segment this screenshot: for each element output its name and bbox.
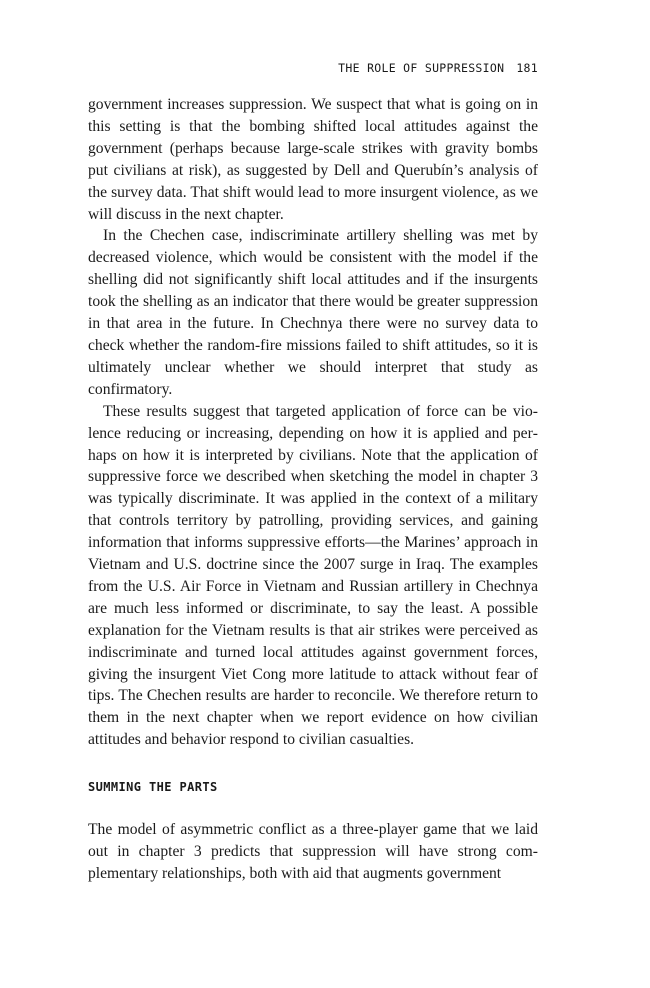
running-head-title: THE ROLE OF SUPPRESSION [338,61,505,75]
body-text [88,94,538,885]
running-head [338,61,538,75]
paragraph-results: These results suggest that targeted application of force can be violence reducing or increasing, depending on how it is applied and perhaps on how it is interpreted by civilians. Note that the application of suppressive force we described when sketching the model in chapter 3 was typically discriminate. It was applied in the context of a military that controls territory by patrolling, providing services, and gaining information that informs suppressive efforts—the Marines’ approach in Vietnam and U.S. doctrine since the 2007 surge in Iraq. The examples from the U.S. Air Force in Vietnam and Russian artillery in Chechnya are much less informed or discriminate, to say the least. A possible explanation for the Vietnam results is that air strikes were perceived as indiscriminate and turned local attitudes against government forces, giving the insurgent Viet Cong more latitude to attack without fear of tips. The Chechen results are harder to reconcile. We therefore return to them in the next chapter when we report evidence on how civilian attitudes and behavior respond to civilian casualties. [88,402,538,749]
page-number: 181 [516,61,538,75]
paragraph-section-intro: The model of asymmetric conflict as a three-player game that we laid out in chapter 3 predicts that suppression will have strong complementary relationships, both with aid that augments government [88,821,538,882]
paragraph-continued: government increases suppression. We suspect that what is going on in this setting is that the bombing shifted local attitudes against the government (perhaps because large-scale strikes with gravity bombs put civilians at risk), as suggested by Dell and Querubín’s analysis of the survey data. That shift would lead to more insurgent violence, as we will discuss in the next chapter. [88,96,538,223]
paragraph-chechen-case: In the Chechen case, indiscriminate artillery shelling was met by decreased violence, which would be consistent with the model if the shelling did not significantly shift local attitudes and if the insurgents took the shelling as an indicator that there would be greater suppression in that area in the future. In Chechnya there were no survey data to check whether the random-fire missions failed to shift attitudes, so it is ultimately unclear whether we should interpret that study as confirmatory. [88,227,538,398]
section-heading: SUMMING THE PARTS [88,780,218,795]
